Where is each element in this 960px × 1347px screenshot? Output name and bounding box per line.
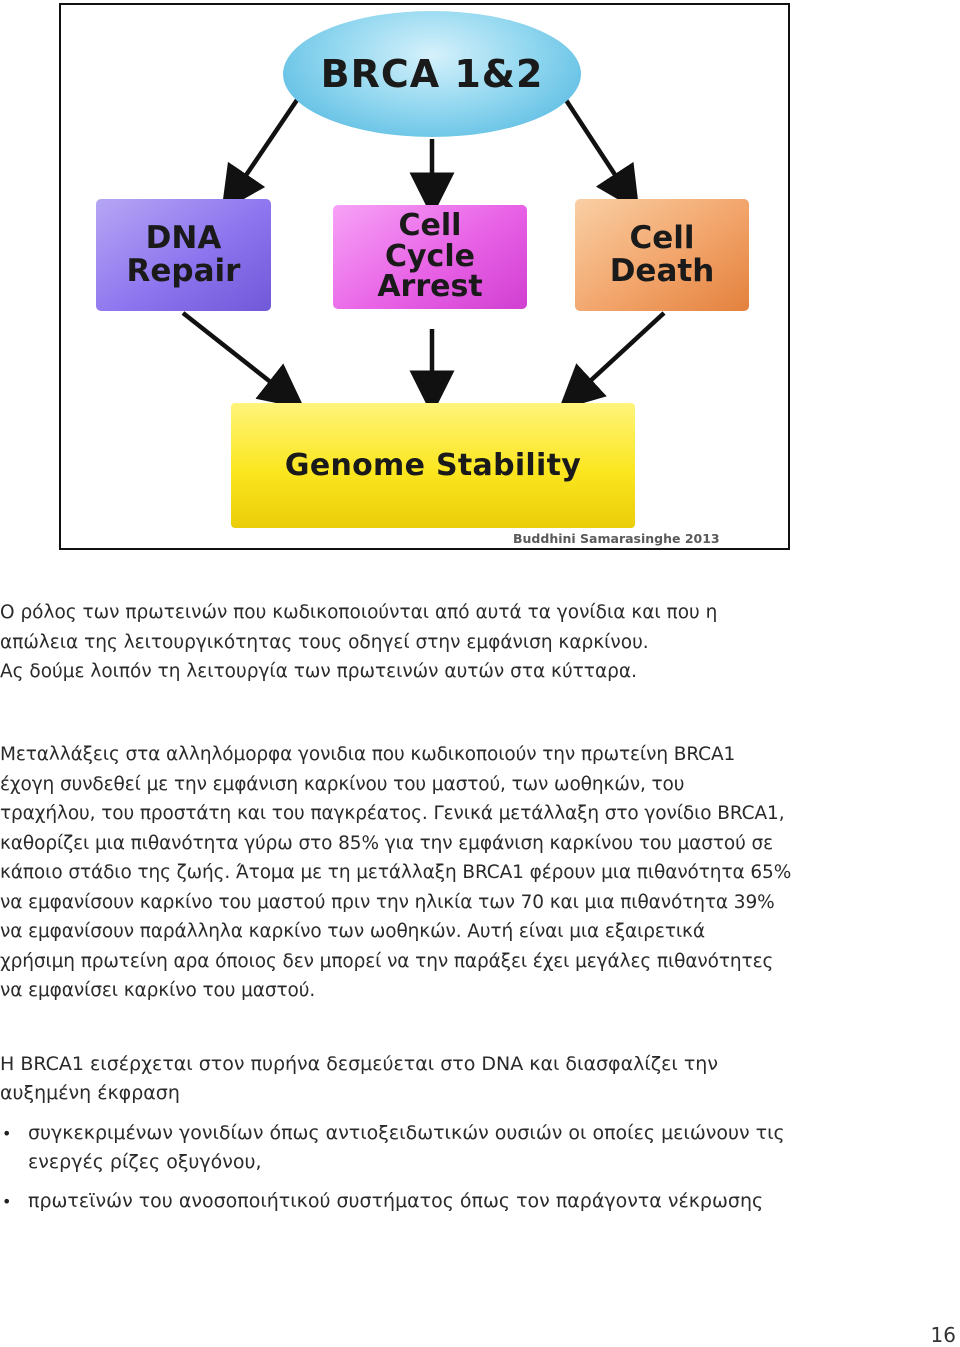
expression-paragraph	[0, 1050, 800, 1108]
mutations-line: καθορίζει μια πιθανότητα γύρω στο 85% για την εμφάνιση καρκίνου του μαστού σε	[0, 832, 774, 854]
bullet-item	[0, 1187, 860, 1216]
mutations-line: Μεταλλάξεις στα αλληλόμορφα γονιδια που κωδικοποιούν την πρωτείνη BRCA1	[0, 744, 736, 765]
mutations-line: τραχήλου, του προστάτη και του παγκρέατος. Γενικά μετάλλαξη στο γονίδιο BRCA1,	[0, 803, 785, 824]
bullet-line: πρωτεϊνών του ανοσοποιήτικού συστήματος όπως τον παράγοντα νέκρωσης	[28, 1190, 764, 1212]
node-brca: BRCA 1&2	[283, 11, 581, 137]
intro-paragraph	[0, 598, 800, 687]
arrow-dna-repair-to-genome-stability	[183, 313, 287, 395]
mutations-paragraph	[0, 740, 860, 1006]
node-cell-cycle-arrest: Cell Cycle Arrest	[333, 205, 527, 309]
arrow-cell-death-to-genome-stability	[575, 313, 664, 395]
node-genome-stability: Genome Stability	[231, 403, 635, 528]
intro-line: Ας δούμε λοιπόν τη λειτουργία των πρωτεινών αυτών στα κύτταρα.	[0, 661, 637, 682]
bullet-line: ενεργές ρίζες οξυγόνου,	[28, 1151, 262, 1173]
bullet-icon: •	[2, 1124, 12, 1143]
expression-line: Η BRCA1 εισέρχεται στον πυρήνα δεσμεύεται στο DNA και διασφαλίζει την	[0, 1053, 718, 1075]
expression-bullet-list	[0, 1119, 860, 1226]
page-number: 16	[930, 1323, 956, 1347]
bullet-line: συγκεκριμένων γονιδίων όπως αντιοξειδωτικών ουσιών οι οποίες μειώνουν τις	[28, 1122, 785, 1144]
intro-line: Ο ρόλος των πρωτεινών που κωδικοποιούνται από αυτά τα γονίδια και που η	[0, 602, 718, 623]
mutations-line: να εμφανίσουν καρκίνο του μαστού πριν την ηλικία των 70 και μια πιθανότητα 39%	[0, 891, 775, 913]
arrow-brca-to-cell-death	[564, 97, 627, 193]
mutations-line: να εμφανίσει καρκίνο του μαστού.	[0, 980, 316, 1001]
mutations-line: να εμφανίσουν παράλληλα καρκίνο των ωοθηκών. Αυτή είναι μια εξαιρετικά	[0, 921, 705, 942]
arrow-brca-to-dna-repair	[234, 97, 299, 193]
mutations-line: χρήσιμη πρωτείνη αρα όποιος δεν μπορεί να την παράξει έχει μεγάλες πιθανότητες	[0, 950, 774, 972]
node-cell-death: Cell Death	[575, 199, 749, 311]
brca-diagram	[59, 3, 790, 550]
expression-line: αυξημένη έκφραση	[0, 1082, 180, 1104]
mutations-line: κάποιο στάδιο της ζωής. Άτομα με τη μετάλλαξη BRCA1 φέρουν μια πιθανότητα 65%	[0, 862, 792, 883]
mutations-line: έχογη συνδεθεί με την εμφάνιση καρκίνου του μαστού, των ωοθηκών, του	[0, 773, 685, 795]
node-dna-repair: DNA Repair	[96, 199, 271, 311]
bullet-item	[0, 1119, 860, 1177]
figure-credit: Buddhini Samarasinghe 2013	[513, 531, 720, 546]
bullet-icon: •	[2, 1192, 12, 1211]
intro-line: απώλεια της λειτουργικότητας τους οδηγεί στην εμφάνιση καρκίνου.	[0, 631, 649, 653]
